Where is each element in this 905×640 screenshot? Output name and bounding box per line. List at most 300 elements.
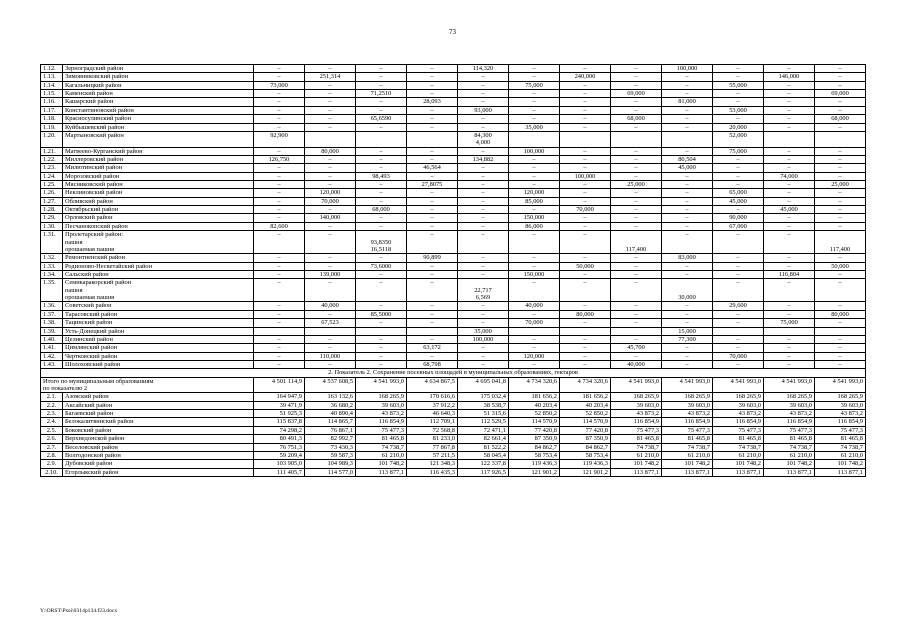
value-cell: 87 350,9 bbox=[509, 435, 560, 443]
value-cell: 163 132,6 bbox=[305, 393, 356, 401]
row-number: 2.1. bbox=[41, 393, 63, 401]
value-cell: – bbox=[254, 352, 305, 360]
value-cell: 20,000 bbox=[713, 123, 764, 131]
value-cell: 113 877,1 bbox=[662, 468, 713, 476]
value-cell: 70,000 bbox=[305, 197, 356, 205]
value-cell: 77,300 bbox=[662, 335, 713, 343]
value-cell: – bbox=[305, 254, 356, 262]
value-cell: – bbox=[305, 155, 356, 163]
value-cell: – bbox=[509, 172, 560, 180]
value-cell: 120,000 bbox=[305, 189, 356, 197]
value-cell: – bbox=[407, 279, 458, 302]
value-cell: – bbox=[560, 279, 611, 302]
table-row bbox=[41, 214, 866, 222]
row-number: 2.2. bbox=[41, 401, 63, 409]
value-cell: 74,000 bbox=[764, 172, 815, 180]
value-cell: – bbox=[356, 81, 407, 89]
table-row bbox=[41, 81, 866, 89]
table-row bbox=[41, 206, 866, 214]
district-name: Зимовниковский район bbox=[63, 73, 254, 81]
value-cell: – bbox=[662, 222, 713, 230]
value-cell: 43 873,2 bbox=[713, 410, 764, 418]
value-cell: 55,000 bbox=[713, 81, 764, 89]
value-cell: 116 435,3 bbox=[407, 468, 458, 476]
value-cell: 75,000 bbox=[764, 319, 815, 327]
value-cell: – bbox=[407, 319, 458, 327]
value-cell: 40,000 bbox=[509, 302, 560, 310]
value-cell: 75,000 bbox=[713, 147, 764, 155]
value-cell bbox=[407, 327, 458, 335]
table-row bbox=[41, 344, 866, 352]
value-cell: 116 854,9 bbox=[662, 418, 713, 426]
district-name: Красносулинский район bbox=[63, 115, 254, 123]
value-cell: – bbox=[254, 344, 305, 352]
district-name: Чертковский район bbox=[63, 352, 254, 360]
table-row bbox=[41, 164, 866, 172]
value-cell: 61 210,0 bbox=[815, 451, 866, 459]
district-name: Багаевский район bbox=[63, 410, 254, 418]
value-cell: – bbox=[458, 164, 509, 172]
value-cell: – bbox=[662, 106, 713, 114]
value-cell: – bbox=[713, 335, 764, 343]
value-cell: – bbox=[407, 302, 458, 310]
value-cell: 75 477,3 bbox=[356, 426, 407, 434]
value-cell: 101 748,2 bbox=[356, 460, 407, 468]
value-cell: – bbox=[611, 65, 662, 73]
value-cell: 68,000 bbox=[815, 115, 866, 123]
table-row bbox=[41, 418, 866, 426]
table-row bbox=[41, 302, 866, 310]
table-row bbox=[41, 98, 866, 106]
value-cell: – bbox=[254, 115, 305, 123]
value-cell: – bbox=[764, 189, 815, 197]
value-cell: – bbox=[611, 319, 662, 327]
value-cell: – bbox=[815, 197, 866, 205]
value-cell: – bbox=[458, 344, 509, 352]
value-cell: 81 522,2 bbox=[458, 443, 509, 451]
value-cell: – bbox=[764, 262, 815, 270]
value-cell: 43 873,2 bbox=[611, 410, 662, 418]
value-cell: 28,093 bbox=[407, 98, 458, 106]
value-cell: 59 587,3 bbox=[305, 451, 356, 459]
value-cell: 104 989,3 bbox=[305, 460, 356, 468]
value-cell: 74 738,7 bbox=[611, 443, 662, 451]
table-row bbox=[41, 435, 866, 443]
value-cell: – bbox=[254, 360, 305, 368]
value-cell: – bbox=[611, 123, 662, 131]
value-cell: – bbox=[305, 106, 356, 114]
value-cell: 74 738,7 bbox=[356, 443, 407, 451]
value-cell: – bbox=[815, 214, 866, 222]
row-number: 1.36. bbox=[41, 302, 63, 310]
value-cell: 86,000 bbox=[509, 222, 560, 230]
total-value: 4 734 320,6 bbox=[560, 377, 611, 393]
value-cell: – bbox=[560, 360, 611, 368]
value-cell: – bbox=[815, 302, 866, 310]
value-cell: 67,000 bbox=[713, 222, 764, 230]
value-cell: 90,899 bbox=[407, 254, 458, 262]
table-row bbox=[41, 360, 866, 368]
value-cell: – bbox=[815, 206, 866, 214]
value-cell: 39 603,0 bbox=[713, 401, 764, 409]
value-cell: 175 032,4 bbox=[458, 393, 509, 401]
value-cell: 72 471,1 bbox=[458, 426, 509, 434]
value-cell bbox=[611, 327, 662, 335]
value-cell: – bbox=[713, 90, 764, 98]
value-cell: 75 477,3 bbox=[764, 426, 815, 434]
total-value: 4 541 993,0 bbox=[611, 377, 662, 393]
value-cell: – bbox=[254, 172, 305, 180]
total-value: 4 634 867,5 bbox=[407, 377, 458, 393]
value-cell: 77 420,8 bbox=[509, 426, 560, 434]
value-cell: 69,000 bbox=[815, 90, 866, 98]
value-cell: – bbox=[611, 222, 662, 230]
value-cell: – bbox=[356, 181, 407, 189]
value-cell: – bbox=[254, 106, 305, 114]
value-cell: – bbox=[560, 81, 611, 89]
district-name: Ремонтненский район bbox=[63, 254, 254, 262]
value-cell: 85,5000 bbox=[356, 310, 407, 318]
value-cell: 27,8075 bbox=[407, 181, 458, 189]
value-cell: 93,8350 16,5118 bbox=[356, 231, 407, 254]
value-cell: 114 570,9 bbox=[509, 418, 560, 426]
value-cell: 100,000 bbox=[560, 172, 611, 180]
value-cell: – bbox=[305, 181, 356, 189]
value-cell: 100,000 bbox=[509, 147, 560, 155]
value-cell: – bbox=[458, 115, 509, 123]
value-cell: 22,717 6,569 bbox=[458, 279, 509, 302]
district-name: Азовский район bbox=[63, 393, 254, 401]
value-cell: – bbox=[254, 189, 305, 197]
value-cell: – bbox=[815, 254, 866, 262]
value-cell: 72 568,8 bbox=[407, 426, 458, 434]
value-cell: – bbox=[458, 222, 509, 230]
value-cell: 77 867,8 bbox=[407, 443, 458, 451]
value-cell: 115 837,8 bbox=[254, 418, 305, 426]
row-number: 1.26. bbox=[41, 189, 63, 197]
value-cell: – bbox=[356, 73, 407, 81]
value-cell: 59 209,4 bbox=[254, 451, 305, 459]
value-cell: 101 748,2 bbox=[713, 460, 764, 468]
section-header-row bbox=[41, 369, 866, 377]
value-cell bbox=[407, 131, 458, 147]
value-cell: – bbox=[254, 270, 305, 278]
row-number: 1.32. bbox=[41, 254, 63, 262]
value-cell: – bbox=[815, 279, 866, 302]
value-cell: 39 603,0 bbox=[815, 401, 866, 409]
value-cell: – bbox=[713, 254, 764, 262]
value-cell: – bbox=[254, 302, 305, 310]
total-value: 4 695 041,8 bbox=[458, 377, 509, 393]
value-cell bbox=[611, 131, 662, 147]
value-cell: 114,320 bbox=[458, 65, 509, 73]
value-cell: – bbox=[407, 81, 458, 89]
value-cell: – bbox=[305, 344, 356, 352]
value-cell: 110,000 bbox=[305, 352, 356, 360]
value-cell: – bbox=[611, 98, 662, 106]
value-cell: 168 265,9 bbox=[764, 393, 815, 401]
value-cell: – bbox=[356, 189, 407, 197]
value-cell: – bbox=[713, 181, 764, 189]
value-cell: – bbox=[407, 155, 458, 163]
total-value: 4 541 993,0 bbox=[662, 377, 713, 393]
value-cell: 112 709,1 bbox=[407, 418, 458, 426]
value-cell: – bbox=[356, 254, 407, 262]
value-cell: – bbox=[764, 115, 815, 123]
row-number: 1.14. bbox=[41, 81, 63, 89]
value-cell: 61 210,0 bbox=[713, 451, 764, 459]
value-cell: – bbox=[611, 206, 662, 214]
value-cell: 84 862,7 bbox=[509, 443, 560, 451]
value-cell: – bbox=[764, 335, 815, 343]
value-cell: – bbox=[458, 319, 509, 327]
value-cell: – bbox=[560, 115, 611, 123]
value-cell: – bbox=[407, 123, 458, 131]
value-cell: – bbox=[611, 214, 662, 222]
value-cell: – bbox=[509, 106, 560, 114]
value-cell: 61 210,0 bbox=[611, 451, 662, 459]
value-cell: – bbox=[509, 279, 560, 302]
value-cell: 117,400 bbox=[815, 231, 866, 254]
value-cell: 45,700 bbox=[611, 344, 662, 352]
value-cell: – bbox=[713, 65, 764, 73]
value-cell: – bbox=[815, 360, 866, 368]
value-cell: 39 471,9 bbox=[254, 401, 305, 409]
value-cell: – bbox=[458, 214, 509, 222]
value-cell: 76 867,1 bbox=[305, 426, 356, 434]
value-cell: 51 925,3 bbox=[254, 410, 305, 418]
value-cell: – bbox=[407, 65, 458, 73]
value-cell: 74 738,7 bbox=[713, 443, 764, 451]
value-cell: 139,000 bbox=[305, 270, 356, 278]
value-cell: – bbox=[815, 352, 866, 360]
value-cell bbox=[305, 131, 356, 147]
value-cell: – bbox=[305, 65, 356, 73]
value-cell bbox=[509, 327, 560, 335]
table-row bbox=[41, 451, 866, 459]
value-cell: 39 603,0 bbox=[356, 401, 407, 409]
value-cell: – bbox=[815, 344, 866, 352]
table-row bbox=[41, 310, 866, 318]
value-cell: 112 529,5 bbox=[458, 418, 509, 426]
value-cell: – bbox=[509, 310, 560, 318]
value-cell: 103 905,0 bbox=[254, 460, 305, 468]
value-cell: – bbox=[458, 181, 509, 189]
value-cell: 100,000 bbox=[662, 65, 713, 73]
value-cell: – bbox=[305, 164, 356, 172]
value-cell: 76 751,3 bbox=[254, 443, 305, 451]
value-cell: – bbox=[305, 231, 356, 254]
table-row bbox=[41, 131, 866, 147]
value-cell: 168 265,9 bbox=[356, 393, 407, 401]
district-name: Каменский район bbox=[63, 90, 254, 98]
value-cell: – bbox=[509, 155, 560, 163]
value-cell: – bbox=[713, 115, 764, 123]
value-cell: 81 465,8 bbox=[713, 435, 764, 443]
value-cell: 45,000 bbox=[764, 206, 815, 214]
value-cell: – bbox=[662, 352, 713, 360]
value-cell: – bbox=[560, 123, 611, 131]
value-cell: 168 265,9 bbox=[713, 393, 764, 401]
value-cell: – bbox=[764, 279, 815, 302]
value-cell: – bbox=[458, 360, 509, 368]
row-number: 1.16. bbox=[41, 98, 63, 106]
value-cell: – bbox=[356, 197, 407, 205]
value-cell: – bbox=[713, 279, 764, 302]
value-cell: – bbox=[713, 262, 764, 270]
table-row bbox=[41, 335, 866, 343]
value-cell: 75 477,3 bbox=[713, 426, 764, 434]
district-name: Аксайский район bbox=[63, 401, 254, 409]
page-number: 73 bbox=[449, 28, 456, 36]
value-cell: 69,000 bbox=[611, 90, 662, 98]
value-cell: 101 748,2 bbox=[815, 460, 866, 468]
value-cell: – bbox=[254, 197, 305, 205]
value-cell: – bbox=[560, 155, 611, 163]
value-cell: – bbox=[815, 81, 866, 89]
value-cell: – bbox=[407, 335, 458, 343]
value-cell: 80,504 bbox=[662, 155, 713, 163]
row-number: 1.33. bbox=[41, 262, 63, 270]
value-cell: – bbox=[509, 98, 560, 106]
value-cell: – bbox=[509, 164, 560, 172]
value-cell: – bbox=[713, 73, 764, 81]
district-name: Дубовский район bbox=[63, 460, 254, 468]
value-cell: – bbox=[509, 206, 560, 214]
value-cell: – bbox=[764, 222, 815, 230]
row-number: 1.12. bbox=[41, 65, 63, 73]
table-row bbox=[41, 147, 866, 155]
value-cell: – bbox=[560, 270, 611, 278]
value-cell: – bbox=[407, 147, 458, 155]
value-cell: – bbox=[560, 147, 611, 155]
value-cell: – bbox=[662, 189, 713, 197]
table-row bbox=[41, 279, 866, 302]
value-cell: – bbox=[662, 123, 713, 131]
row-number: 1.15. bbox=[41, 90, 63, 98]
value-cell: – bbox=[560, 189, 611, 197]
value-cell: 113 877,1 bbox=[611, 468, 662, 476]
value-cell: – bbox=[509, 231, 560, 254]
value-cell: – bbox=[305, 123, 356, 131]
value-cell: – bbox=[662, 172, 713, 180]
value-cell: – bbox=[407, 172, 458, 180]
value-cell: – bbox=[407, 73, 458, 81]
value-cell bbox=[560, 327, 611, 335]
value-cell: 81 465,8 bbox=[356, 435, 407, 443]
value-cell: 43 873,2 bbox=[764, 410, 815, 418]
value-cell: 81 233,0 bbox=[407, 435, 458, 443]
value-cell: – bbox=[713, 155, 764, 163]
table-row bbox=[41, 155, 866, 163]
value-cell: 117,400 bbox=[611, 231, 662, 254]
value-cell: – bbox=[254, 279, 305, 302]
value-cell: – bbox=[611, 254, 662, 262]
value-cell: 58 753,4 bbox=[560, 451, 611, 459]
value-cell: – bbox=[764, 344, 815, 352]
value-cell: 113 877,1 bbox=[713, 468, 764, 476]
value-cell: – bbox=[254, 231, 305, 254]
value-cell: – bbox=[560, 106, 611, 114]
district-name: Усть-Донецкий район bbox=[63, 327, 254, 335]
table-row bbox=[41, 393, 866, 401]
value-cell: – bbox=[764, 231, 815, 254]
value-cell: 113 877,1 bbox=[356, 468, 407, 476]
table-row bbox=[41, 222, 866, 230]
value-cell: – bbox=[560, 302, 611, 310]
value-cell: 98,493 bbox=[356, 172, 407, 180]
value-cell: – bbox=[611, 147, 662, 155]
row-number: 1.43. bbox=[41, 360, 63, 368]
value-cell: – bbox=[764, 98, 815, 106]
value-cell: 37 912,2 bbox=[407, 401, 458, 409]
district-name: Зерноградский район bbox=[63, 65, 254, 73]
value-cell: – bbox=[560, 197, 611, 205]
value-cell: 116,804 bbox=[764, 270, 815, 278]
value-cell: – bbox=[764, 197, 815, 205]
total-value: 4 734 320,6 bbox=[509, 377, 560, 393]
value-cell: – bbox=[458, 123, 509, 131]
table-row bbox=[41, 90, 866, 98]
value-cell: – bbox=[662, 214, 713, 222]
row-number: 1.29. bbox=[41, 214, 63, 222]
value-cell: – bbox=[815, 270, 866, 278]
value-cell: 40 203,4 bbox=[509, 401, 560, 409]
value-cell: 68,798 bbox=[407, 360, 458, 368]
table-row bbox=[41, 460, 866, 468]
value-cell: – bbox=[560, 344, 611, 352]
table-row bbox=[41, 262, 866, 270]
value-cell: 51 315,6 bbox=[458, 410, 509, 418]
value-cell: 46,564 bbox=[407, 164, 458, 172]
district-name: Семикаракорский район пашня орошаемая пашня bbox=[63, 279, 254, 302]
district-name: Белокалитвинский район bbox=[63, 418, 254, 426]
district-name: Морозовский район bbox=[63, 172, 254, 180]
district-name: Кашарский район bbox=[63, 98, 254, 106]
value-cell: 116 854,9 bbox=[356, 418, 407, 426]
value-cell: 45,000 bbox=[713, 197, 764, 205]
value-cell: 25,000 bbox=[815, 181, 866, 189]
value-cell: 70,000 bbox=[713, 352, 764, 360]
value-cell: 70,000 bbox=[560, 206, 611, 214]
value-cell: – bbox=[713, 344, 764, 352]
row-number: 2.3. bbox=[41, 410, 63, 418]
value-cell: – bbox=[764, 352, 815, 360]
value-cell: – bbox=[407, 214, 458, 222]
district-name: Родионово-Несветайский район bbox=[63, 262, 254, 270]
value-cell: – bbox=[611, 352, 662, 360]
value-cell: 30,000 bbox=[662, 279, 713, 302]
value-cell: – bbox=[815, 123, 866, 131]
value-cell: 121 901,2 bbox=[509, 468, 560, 476]
value-cell: – bbox=[764, 302, 815, 310]
district-name: Егорлыкский район bbox=[63, 468, 254, 476]
table-row bbox=[41, 327, 866, 335]
value-cell bbox=[815, 131, 866, 147]
total-value: 4 537 608,5 bbox=[305, 377, 356, 393]
value-cell: – bbox=[305, 206, 356, 214]
value-cell: – bbox=[509, 344, 560, 352]
value-cell: 40,000 bbox=[305, 302, 356, 310]
value-cell bbox=[305, 327, 356, 335]
value-cell: – bbox=[254, 147, 305, 155]
total-row bbox=[41, 377, 866, 393]
value-cell: – bbox=[356, 344, 407, 352]
value-cell: – bbox=[662, 206, 713, 214]
value-cell: 100,000 bbox=[458, 335, 509, 343]
row-number: 1.35. bbox=[41, 279, 63, 302]
value-cell: 43 873,2 bbox=[815, 410, 866, 418]
